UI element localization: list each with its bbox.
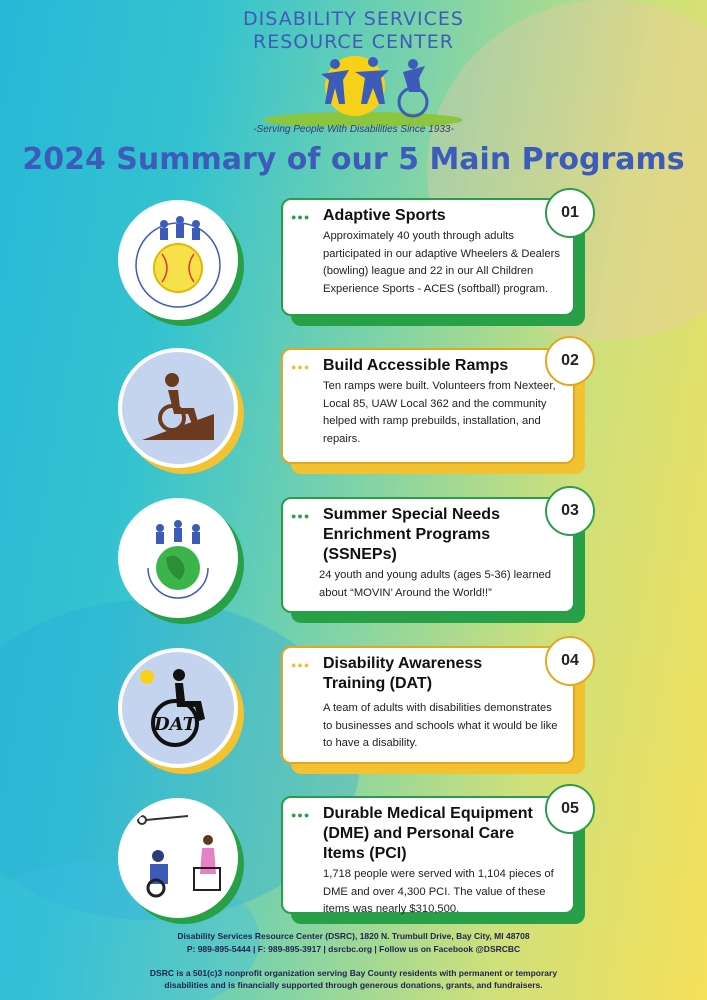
program-title: Disability Awareness Training (DAT) <box>323 655 483 692</box>
program-card-dat <box>281 646 575 764</box>
page-title: 2024 Summary of our 5 Main Programs <box>22 142 685 177</box>
program-title: Adaptive Sports <box>323 207 446 224</box>
program-description: A team of adults with disabilities demonstrates to businesses and schools what it would be like to have a disability. <box>323 702 558 749</box>
program-description: 1,718 people were served with 1,104 pieces of DME and over 4,300 PCI. The value of these items was nearly $310,500. <box>323 868 554 915</box>
program-description: Approximately 40 youth through adults participated in our adaptive Wheelers & Dealers (bowling) league and 22 in our All Children Experience Sports - ACES (softball) program. <box>323 230 560 295</box>
dsrc-logo <box>263 56 463 126</box>
dots-icon: ●●● <box>291 362 311 372</box>
wheelchair-ramp-icon <box>118 348 238 468</box>
program-number-badge: 05 <box>545 784 595 834</box>
org-name-line2: RESOURCE CENTER <box>253 31 454 53</box>
dots-icon: ●●● <box>291 511 311 521</box>
program-description: Ten ramps were built. Volunteers from Nexteer, Local 85, UAW Local 362 and the community helped with ramp prebuilds, installation, and repairs. <box>323 380 556 445</box>
tagline: -Serving People With Disabilities Since 1933- <box>253 124 454 135</box>
footer-address: Disability Services Resource Center (DSRC), 1820 N. Trumbull Drive, Bay City, MI 48708 <box>177 931 530 941</box>
org-name-line1: DISABILITY SERVICES <box>243 8 464 30</box>
program-number-badge: 01 <box>545 188 595 238</box>
program-description: 24 youth and young adults (ages 5-36) learned about “MOVIN’ Around the World!!” <box>319 569 551 599</box>
medical-equipment-icon <box>118 798 238 918</box>
dots-icon: ●●● <box>291 660 311 670</box>
footer-mission: DSRC is a 501(c)3 nonprofit organization serving Bay County residents with permanent or temporary <box>149 968 558 978</box>
program-card-ramps <box>281 348 575 464</box>
program-number-badge: 02 <box>545 336 595 386</box>
program-card-adaptive-sports <box>281 198 575 316</box>
footer-contact: P: 989-895-5444 | F: 989-895-3917 | dsrcbc.org | Follow us on Facebook @DSRCBC <box>186 944 521 954</box>
dots-icon: ●●● <box>291 212 311 222</box>
program-title: Build Accessible Ramps <box>323 357 509 374</box>
dots-icon: ●●● <box>291 810 311 820</box>
program-card-dme <box>281 796 575 914</box>
program-card-ssneps <box>281 497 575 613</box>
program-title: Durable Medical Equipment (DME) and Personal Care Items (PCI) <box>323 805 533 862</box>
program-number-badge: 03 <box>545 486 595 536</box>
dat-wheelchair-icon <box>118 648 238 768</box>
movin-around-the-world-logo <box>118 498 238 618</box>
svg-text:DAT: DAT <box>154 714 196 735</box>
program-number-badge: 04 <box>545 636 595 686</box>
program-title: Summer Special Needs Enrichment Programs (SSNEPs) <box>323 506 500 563</box>
footer-mission: disabilities and is financially supported through generous donations, grants, and fundraisers. <box>164 980 543 990</box>
aces-softball-logo <box>118 200 238 320</box>
